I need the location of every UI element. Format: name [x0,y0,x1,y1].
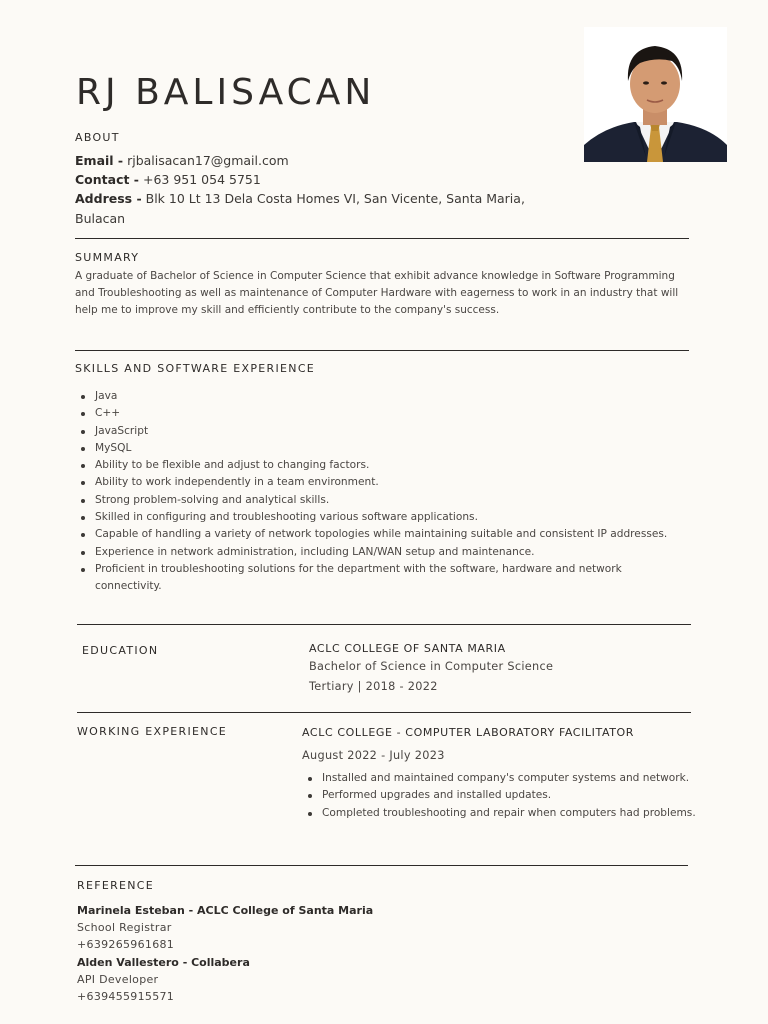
skill-item: Capable of handling a variety of network topologies while maintaining suitable and consistent IP addresses. [75,526,685,543]
work-dates: August 2022 - July 2023 [302,749,445,762]
skill-item: C++ [75,405,685,422]
contact-line [75,172,261,187]
reference-heading: REFERENCE [77,879,155,892]
skill-item: Ability to be flexible and adjust to changing factors. [75,457,685,474]
work-duty-item: Installed and maintained company's computer systems and network. [302,770,714,787]
summary-heading: SUMMARY [75,251,140,264]
skill-item: Java [75,388,685,405]
address-value-continued: Bulacan [75,211,126,226]
reference-role: School Registrar [77,921,172,934]
divider-about [75,238,689,239]
summary-text: A graduate of Bachelor of Science in Computer Science that exhibit advance knowledge in Software Programming and Troubleshooting as well as maintenance of Computer Hardware with eagerness to work in an industry that will help me to improve my skill and efficiently contribute to the company's success. [75,270,679,316]
skills-heading: SKILLS AND SOFTWARE EXPERIENCE [75,362,316,375]
divider-skills [77,624,691,625]
address-line [75,191,525,206]
education-heading: EDUCATION [82,644,159,657]
reference-phone: +639265961681 [77,938,175,951]
skill-item: MySQL [75,440,685,457]
skill-item: Strong problem-solving and analytical skills. [75,492,685,509]
reference-name: Marinela Esteban - ACLC College of Santa Maria [77,904,374,917]
skill-item: Experience in network administration, including LAN/WAN setup and maintenance. [75,544,685,561]
email-label: Email - [75,153,124,168]
email-value[interactable]: rjbalisacan17@gmail.com [127,153,289,168]
about-heading: ABOUT [75,131,120,144]
contact-value: +63 951 054 5751 [142,172,261,187]
divider-education [77,712,691,713]
reference-phone: +639455915571 [77,990,175,1003]
portrait-image [584,27,727,162]
address-value: Blk 10 Lt 13 Dela Costa Homes VI, San Vicente, Santa Maria, [145,191,525,206]
profile-photo [584,27,727,162]
work-heading: WORKING EXPERIENCE [77,725,228,738]
divider-summary [75,350,689,351]
education-degree: Bachelor of Science in Computer Science [309,660,554,673]
skill-item: Proficient in troubleshooting solutions for the department with the software, hardware and network connectivity. [75,561,685,596]
reference-name: Alden Vallestero - Collabera [77,956,250,969]
skills-list [75,388,685,596]
skill-item: Ability to work independently in a team environment. [75,474,685,491]
skill-item: Skilled in configuring and troubleshooting various software applications. [75,509,685,526]
education-level: Tertiary | 2018 - 2022 [309,680,438,693]
divider-work [75,865,688,866]
resume-name: RJ BALISACAN [76,72,376,113]
contact-label: Contact - [75,172,139,187]
work-duty-item: Performed upgrades and installed updates. [302,787,714,804]
work-position: ACLC COLLEGE - COMPUTER LABORATORY FACILITATOR [302,726,635,739]
reference-role: API Developer [77,973,159,986]
work-duties-list [302,770,714,822]
email-line [75,153,289,168]
education-school: ACLC COLLEGE OF SANTA MARIA [309,642,506,655]
skill-item: JavaScript [75,423,685,440]
work-duty-item: Completed troubleshooting and repair when computers had problems. [302,805,714,822]
address-label: Address - [75,191,142,206]
